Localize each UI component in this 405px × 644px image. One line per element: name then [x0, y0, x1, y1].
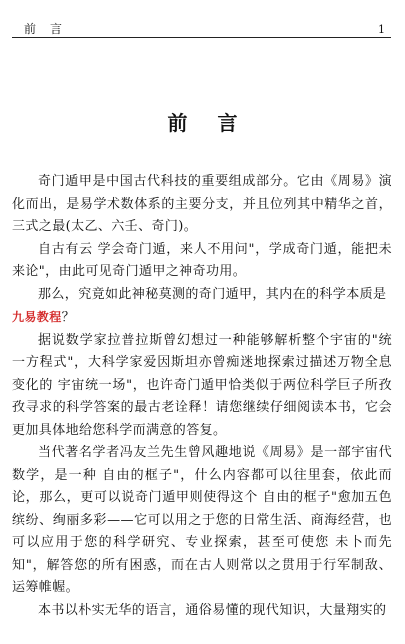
question-mark: ？ [61, 310, 76, 325]
paragraph-book-summary: 本书以朴实无华的语言，通俗易懂的现代知识，大量翔实的 [38, 602, 387, 618]
paragraph-intro: 奇门遁甲是中国古代科技的重要组成部分。它由《周易》演化而出，是易学术数体系的主要分支，并且位列其中精华之首，三式之最(太乙、六壬、奇门)。 [12, 174, 392, 234]
body-text [12, 171, 392, 622]
paragraph-laplace: 据说数学家拉普拉斯曾幻想过一种能够解析整个宇宙的"统一方程式"，大科学家爱因斯坦亦曾痴迷地探索过描述万物全息变化的 宇宙统一场"，也许奇门遁甲恰类似于两位科学巨子所孜孜寻求的科学答案的最古老诠释！请您继续仔细阅读本书，它会更加具体地给您科学而满意的答复。 [12, 332, 392, 438]
running-header [12, 0, 391, 38]
paragraph-question-end [12, 306, 392, 330]
paragraph-feng-youlan: 当代著名学者冯友兰先生曾风趣地说《周易》是一部宇宙代数学，是一种 自由的框子"，什么内容都可以往里套，依此而论，那么，更可以说奇门遁甲则使得这个 自由的框子"愈加五色缤纷、绚丽多彩——它可以用之于您的日常生活、商海经营，也可以应用于您的科学研究、专业探索，甚至可使您 未卜而先知"，解答您的所有困惑，而在古人则常以之贯用于行军制敌、运筹帷幄。 [12, 445, 392, 595]
page-number: 1 [378, 23, 385, 36]
header-section-title: 前言 [24, 22, 77, 36]
paragraph-saying: 自古有云 学会奇门遁，来人不用问"，学成奇门遁，能把未来论"，由此可见奇门遁甲之神奇功用。 [12, 241, 392, 279]
paragraph-question: 那么，究竟如此神秘莫测的奇门遁甲，其内在的科学本质是 [38, 286, 387, 302]
watermark-text: 九易教程 [12, 310, 62, 324]
page-title: 前言 [167, 111, 268, 135]
